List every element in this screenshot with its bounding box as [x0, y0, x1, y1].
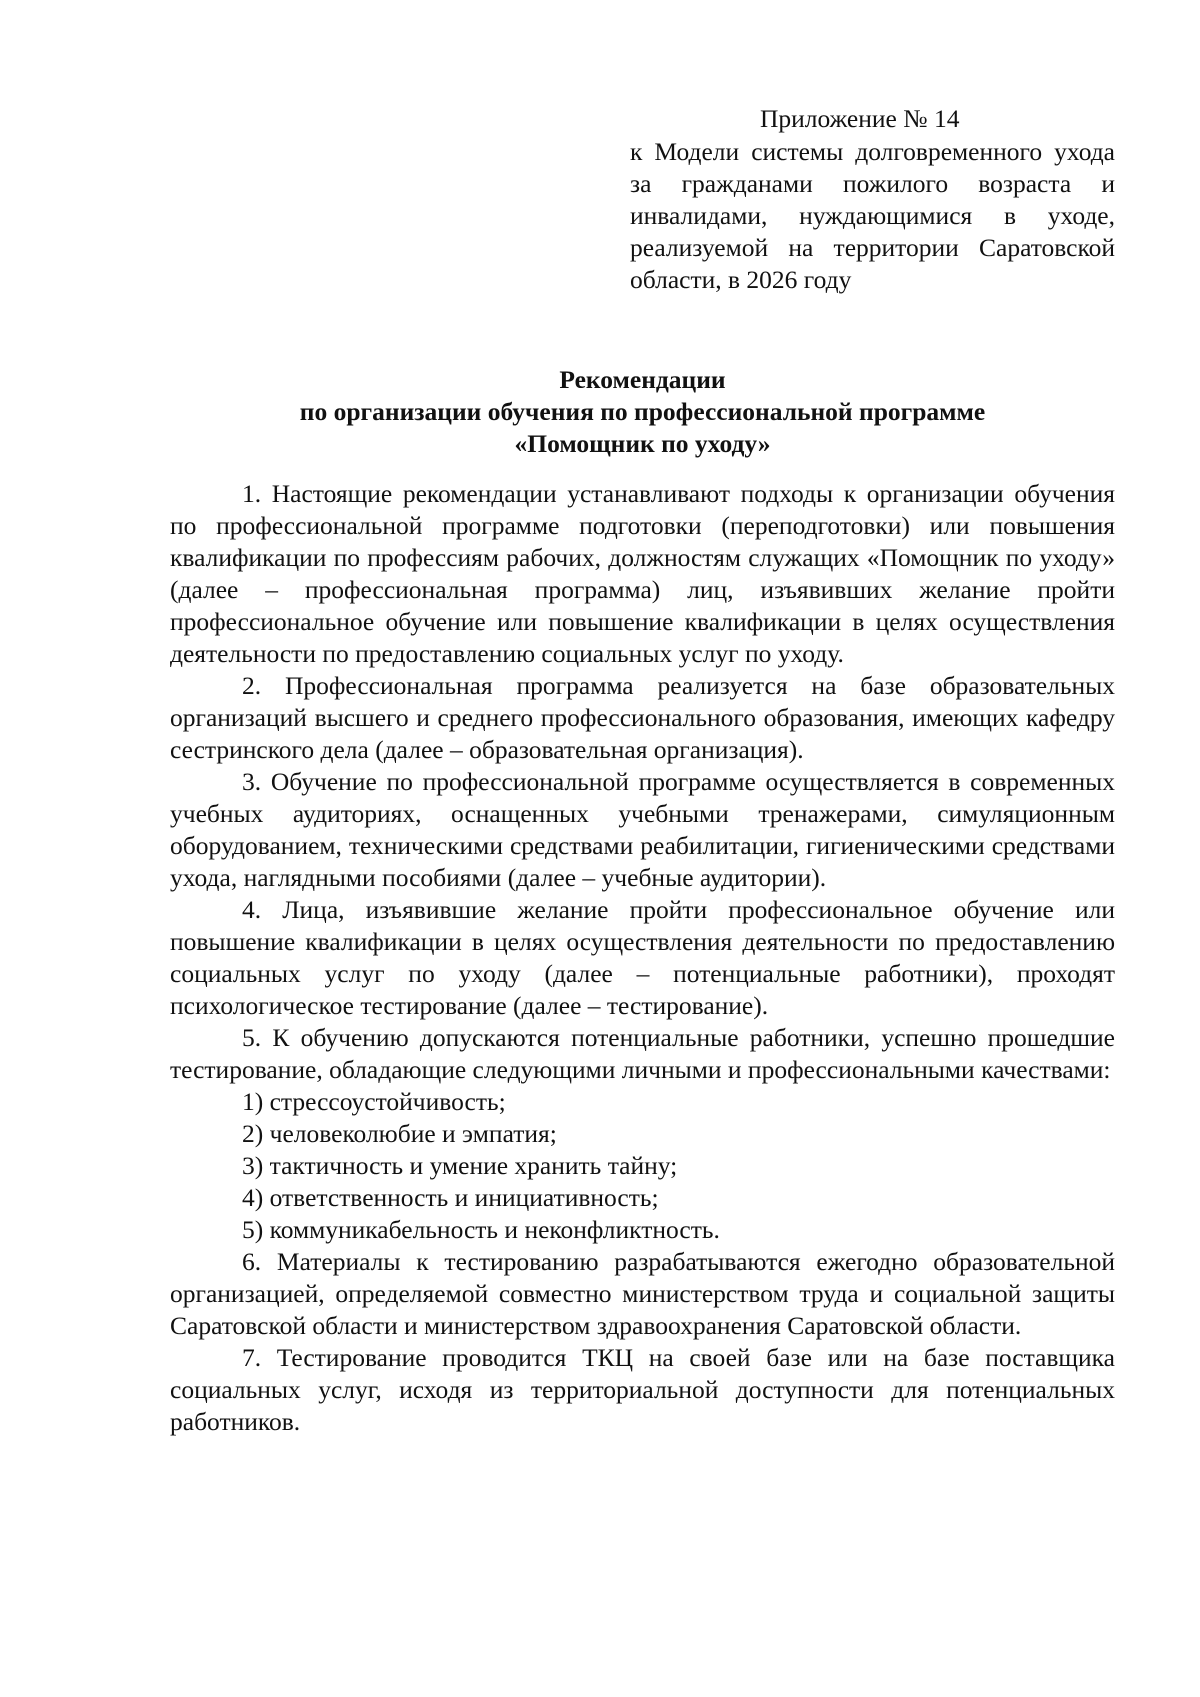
list-item: 3) тактичность и умение хранить тайну; — [242, 1151, 678, 1180]
title-line-3: «Помощник по уходу» — [514, 429, 771, 458]
appendix-header — [630, 103, 1115, 296]
list-item: 4) ответственность и инициативность; — [242, 1183, 659, 1212]
paragraph-7: 7. Тестирование проводится ТКЦ на своей базе или на базе поставщика социальных услуг, исходя из территориальной доступности для потенциальных работников. — [170, 1343, 1115, 1436]
list-item: 2) человеколюбие и эмпатия; — [242, 1119, 557, 1148]
document-body — [170, 478, 1115, 1438]
paragraph-3: 3. Обучение по профессиональной программе осуществляется в современных учебных аудиториях, оснащенных учебными тренажерами, симуляционным оборудованием, техническими средствами реабилитации, гигиеническими средствами ухода, наглядными пособиями (далее – учебные аудитории). — [170, 767, 1115, 892]
title-line-1: Рекомендации — [559, 365, 726, 394]
title-line-2: по организации обучения по профессиональной программе — [299, 397, 986, 426]
paragraph-5: 5. К обучению допускаются потенциальные работники, успешно прошедшие тестирование, обладающие следующими личными и профессиональными качествами: — [170, 1023, 1115, 1084]
paragraph-2: 2. Профессиональная программа реализуется на базе образовательных организаций высшего и среднего профессионального образования, имеющих кафедру сестринского дела (далее – образовательная организация). — [170, 671, 1115, 764]
list-item: 5) коммуникабельность и неконфликтность. — [242, 1215, 720, 1244]
document-title — [170, 364, 1115, 460]
appendix-text: к Модели системы долговременного ухода за гражданами пожилого возраста и инвалидами, нуждающимися в уходе, реализуемой на территории Саратовской области, в 2026 году — [630, 137, 1115, 294]
appendix-title: Приложение № 14 — [760, 104, 960, 133]
paragraph-4: 4. Лица, изъявившие желание пройти профессиональное обучение или повышение квалификации в целях осуществления деятельности по предоставлению социальных услуг по уходу (далее – потенциальные работники), проходят психологическое тестирование (далее – тестирование). — [170, 895, 1115, 1020]
list-item: 1) стрессоустойчивость; — [242, 1087, 506, 1116]
paragraph-1: 1. Настоящие рекомендации устанавливают подходы к организации обучения по профессиональной программе подготовки (переподготовки) или повышения квалификации по профессиям рабочих, должностям служащих «Помощник по уходу» (далее – профессиональная программа) лиц, изъявивших желание пройти профессиональное обучение или повышение квалификации в целях осуществления деятельности по предоставлению социальных услуг по уходу. — [170, 479, 1115, 668]
paragraph-6: 6. Материалы к тестированию разрабатываются ежегодно образовательной организацией, определяемой совместно министерством труда и социальной защиты Саратовской области и министерством здравоохранения Саратовской области. — [170, 1247, 1115, 1340]
qualities-list — [170, 1086, 1115, 1246]
